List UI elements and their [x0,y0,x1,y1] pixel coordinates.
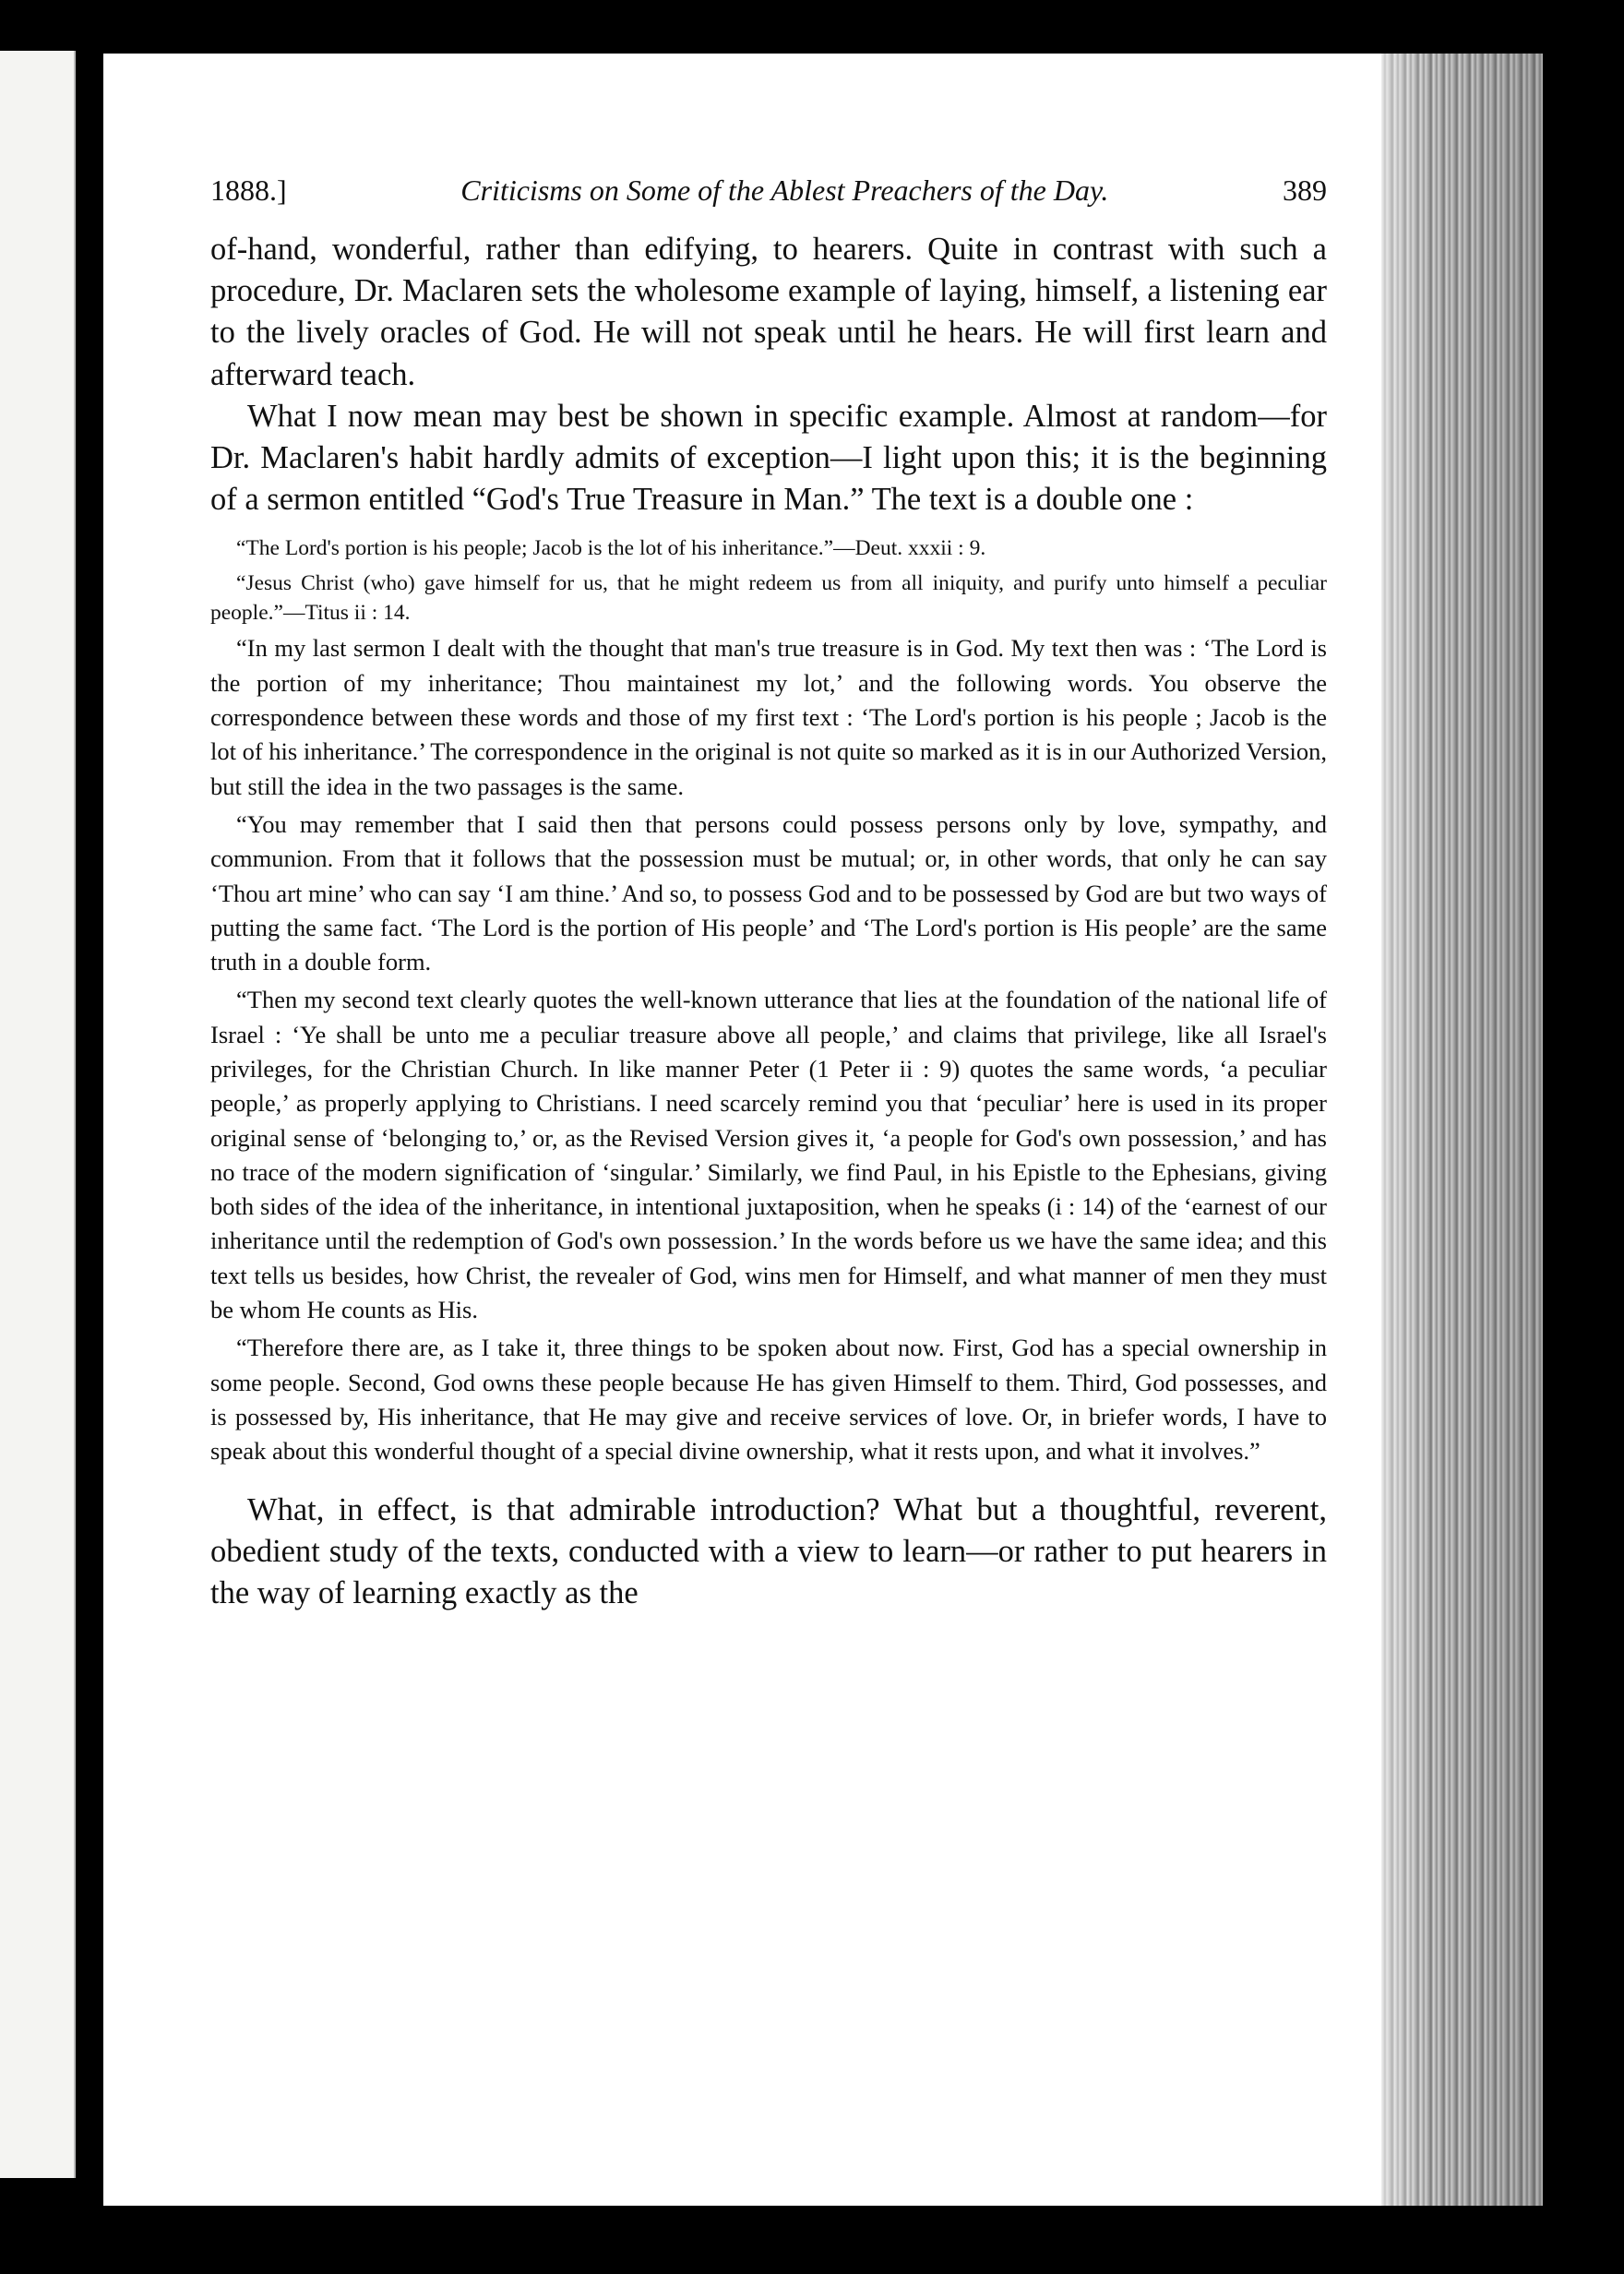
header-year: 1888.] [210,174,287,207]
scripture-quote-deuteronomy: “The Lord's portion is his people; Jacob is the lot of his inheritance.”—Deut. xxxii : 9. [236,536,986,561]
paragraph-conclusion: What, in effect, is that admirable introduction? What but a thoughtful, reverent, obedient study of the texts, conducted with a view to learn—or rather to put hearers in the way of learning exactly as the [210,1491,1327,1610]
book-page [103,54,1543,2206]
header-title: Criticisms on Some of the Ablest Preachers of the Day. [460,174,1109,207]
page-edges [1381,54,1543,2206]
paragraph-continuation: of-hand, wonderful, rather than edifying, to hearers. Quite in contrast with such a procedure, Dr. Maclaren sets the wholesome example of laying, himself, a listening ear to the lively oracles of God. He will not speak until he hears. He will first learn and afterward teach. [210,232,1327,392]
page-number: 389 [1283,174,1327,207]
page-text [210,172,1327,1614]
facing-page-edge [0,51,76,2178]
sermon-paragraph-2: “You may remember that I said then that persons could possess persons only by love, sympathy, and communion. From that it follows that the possession must be mutual; or, in other words, that only he can say ‘Thou art mine’ who can say ‘I am thine.’ And so, to possess God and to be possessed by God are but two ways of putting the same fact. ‘The Lord is the portion of His people’ and ‘The Lord's portion is His people’ are the same truth in a double form. [210,809,1327,976]
paragraph-example-intro: What I now mean may best be shown in specific example. Almost at random—for Dr. Maclaren's habit hardly admits of exception—I light upon this; it is the beginning of a sermon entitled “God's True Treasure in Man.” The text is a double one : [210,398,1327,518]
sermon-paragraph-4: “Therefore there are, as I take it, three things to be spoken about now. First, God has a special ownership in some people. Second, God owns these people because He has given Himself to them. Third, God possesses, and is possessed by, His inheritance, that He may give and receive services of love. Or, in briefer words, I have to speak about this wonderful thought of a special divine ownership, what it rests upon, and what it involves.” [210,1334,1327,1466]
scripture-quote-titus: “Jesus Christ (who) gave himself for us, that he might redeem us from all iniquity, and purify unto himself a peculiar people.”—Titus ii : 14. [210,571,1327,626]
sermon-paragraph-1: “In my last sermon I dealt with the thought that man's true treasure is in God. My text then was : ‘The Lord is the portion of my inheritance; Thou maintainest my lot,’ and the following words. You observe the correspondence between these words and those of my first text : ‘The Lord's portion is his people ; Jacob is the lot of his inheritance.’ The correspondence in the original is not quite so marked as it is in our Authorized Version, but still the idea in the two passages is the same. [210,634,1327,800]
running-head [210,172,1327,209]
sermon-paragraph-3: “Then my second text clearly quotes the well-known utterance that lies at the foundation of the national life of Israel : ‘Ye shall be unto me a peculiar treasure above all people,’ and claims that privilege, like all Israel's privileges, for the Christian Church. In like manner Peter (1 Peter ii : 9) quotes the same words, ‘a peculiar people,’ as properly applying to Christians. I need scarcely remind you that ‘peculiar’ here is used in its proper original sense of ‘belonging to,’ or, as the Revised Version gives it, ‘a people for God's own possession,’ and has no trace of the modern signification of ‘singular.’ Similarly, we find Paul, in his Epistle to the Ephesians, giving both sides of the idea of the inheritance, in intentional juxtaposition, when he speaks (i : 14) of the ‘earnest of our inheritance until the redemption of God's own possession.’ In the words before us we have the same idea; and this text tells us besides, how Christ, the revealer of God, wins men for Himself, and what manner of men they must be whom He counts as His. [210,986,1327,1324]
